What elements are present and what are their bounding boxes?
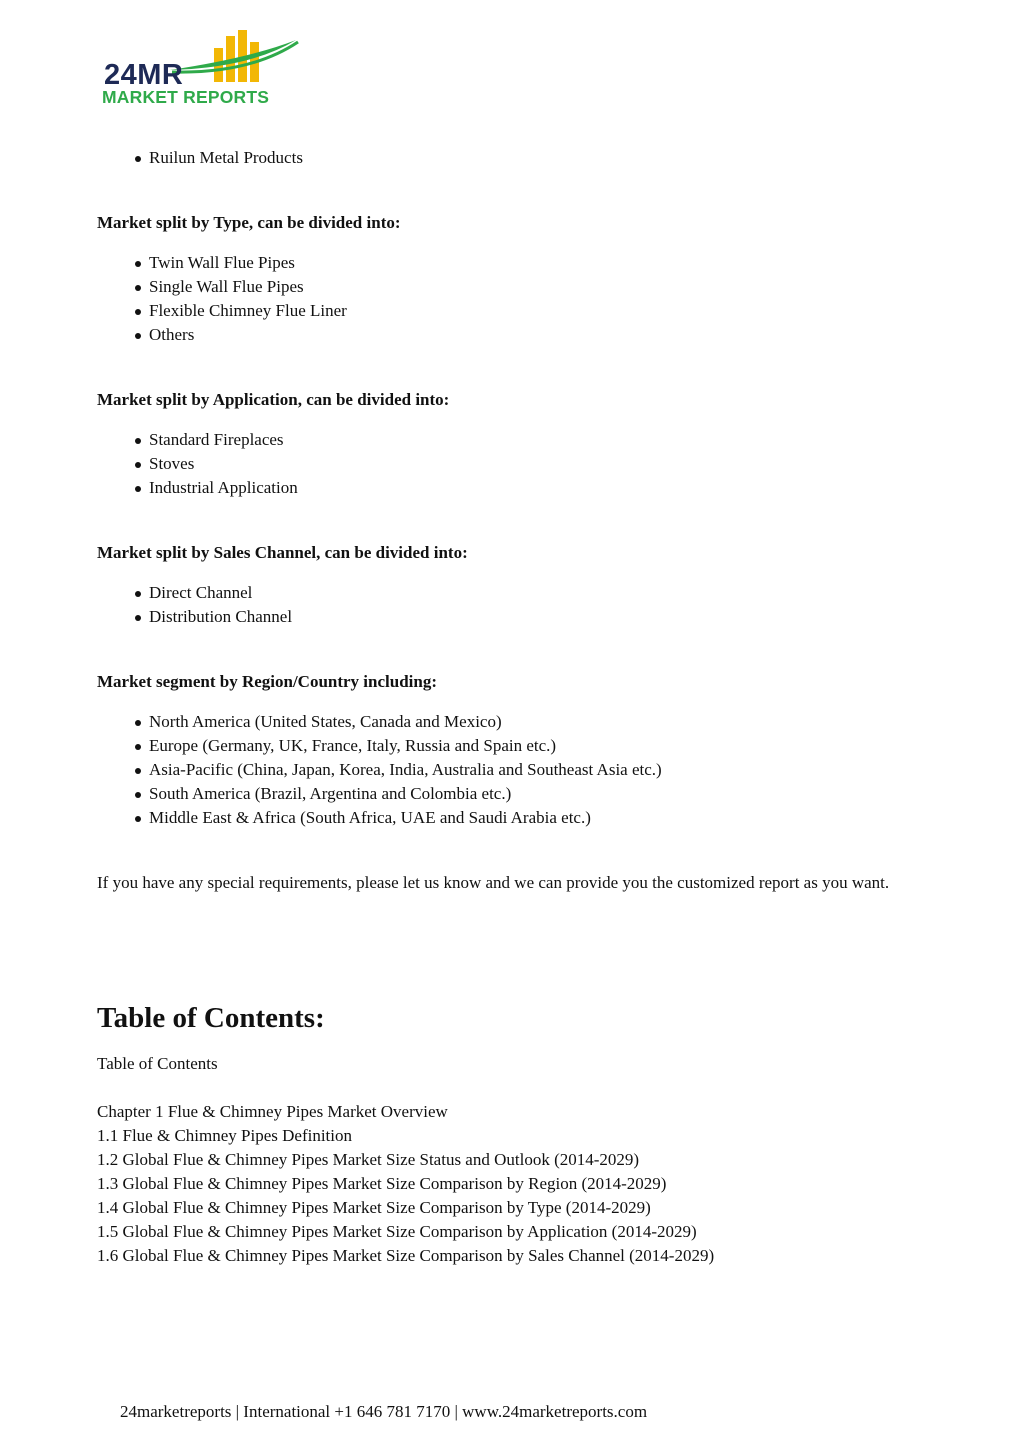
bullet-icon	[135, 720, 141, 726]
list-item: Asia-Pacific (China, Japan, Korea, India, Australia and Southeast Asia etc.)	[131, 758, 927, 782]
sales-channel-section-heading: Market split by Sales Channel, can be divided into:	[97, 543, 468, 562]
list-item: Distribution Channel	[131, 605, 927, 629]
region-section-heading: Market segment by Region/Country including:	[97, 672, 437, 691]
list-item: South America (Brazil, Argentina and Colombia etc.)	[131, 782, 927, 806]
toc-line: 1.3 Global Flue & Chimney Pipes Market Size Comparison by Region (2014-2029)	[97, 1174, 667, 1193]
toc-line: 1.1 Flue & Chimney Pipes Definition	[97, 1126, 352, 1145]
page-footer: 24marketreports | International +1 646 781 7170 | www.24marketreports.com	[120, 1402, 648, 1421]
list-item: Ruilun Metal Products	[131, 146, 927, 170]
bullet-icon	[135, 615, 141, 621]
toc-line: 1.2 Global Flue & Chimney Pipes Market Size Status and Outlook (2014-2029)	[97, 1150, 640, 1169]
bullet-icon	[135, 261, 141, 267]
type-section-heading: Market split by Type, can be divided into:	[97, 213, 401, 232]
logo-brand-bottom: MARKET REPORTS	[102, 87, 270, 107]
bullet-icon	[135, 309, 141, 315]
bullet-icon	[135, 462, 141, 468]
region-list	[97, 710, 927, 830]
toc-line: 1.5 Global Flue & Chimney Pipes Market Size Comparison by Application (2014-2029)	[97, 1222, 697, 1241]
bullet-icon	[135, 438, 141, 444]
toc-subtitle: Table of Contents	[97, 1054, 218, 1073]
special-requirements-text: If you have any special requirements, please let us know and we can provide you the customized report as you want.	[97, 873, 890, 892]
toc-heading: Table of Contents:	[97, 1002, 325, 1034]
company-logo	[100, 28, 310, 108]
list-item: Flexible Chimney Flue Liner	[131, 299, 927, 323]
intro-list	[97, 146, 927, 170]
list-item: Industrial Application	[131, 476, 927, 500]
type-list	[97, 251, 927, 347]
bullet-icon	[135, 333, 141, 339]
document-body	[97, 146, 927, 1268]
bullet-icon	[135, 768, 141, 774]
list-item: Middle East & Africa (South Africa, UAE and Saudi Arabia etc.)	[131, 806, 927, 830]
bullet-icon	[135, 156, 141, 162]
bullet-icon	[135, 486, 141, 492]
logo-brand-top: 24MR	[104, 59, 184, 91]
list-item: Standard Fireplaces	[131, 428, 927, 452]
toc-line: 1.4 Global Flue & Chimney Pipes Market Size Comparison by Type (2014-2029)	[97, 1198, 651, 1217]
toc-line: Chapter 1 Flue & Chimney Pipes Market Overview	[97, 1102, 448, 1121]
application-section-heading: Market split by Application, can be divided into:	[97, 390, 450, 409]
list-item: Single Wall Flue Pipes	[131, 275, 927, 299]
list-item: Others	[131, 323, 927, 347]
bullet-icon	[135, 816, 141, 822]
application-list	[97, 428, 927, 500]
list-item: Stoves	[131, 452, 927, 476]
bullet-icon	[135, 792, 141, 798]
list-item: Direct Channel	[131, 581, 927, 605]
list-item: North America (United States, Canada and Mexico)	[131, 710, 927, 734]
sales-channel-list	[97, 581, 927, 629]
bullet-icon	[135, 591, 141, 597]
bullet-icon	[135, 285, 141, 291]
list-item: Europe (Germany, UK, France, Italy, Russia and Spain etc.)	[131, 734, 927, 758]
toc-line: 1.6 Global Flue & Chimney Pipes Market Size Comparison by Sales Channel (2014-2029)	[97, 1246, 715, 1265]
bullet-icon	[135, 744, 141, 750]
toc-list	[97, 1100, 927, 1268]
list-item: Twin Wall Flue Pipes	[131, 251, 927, 275]
